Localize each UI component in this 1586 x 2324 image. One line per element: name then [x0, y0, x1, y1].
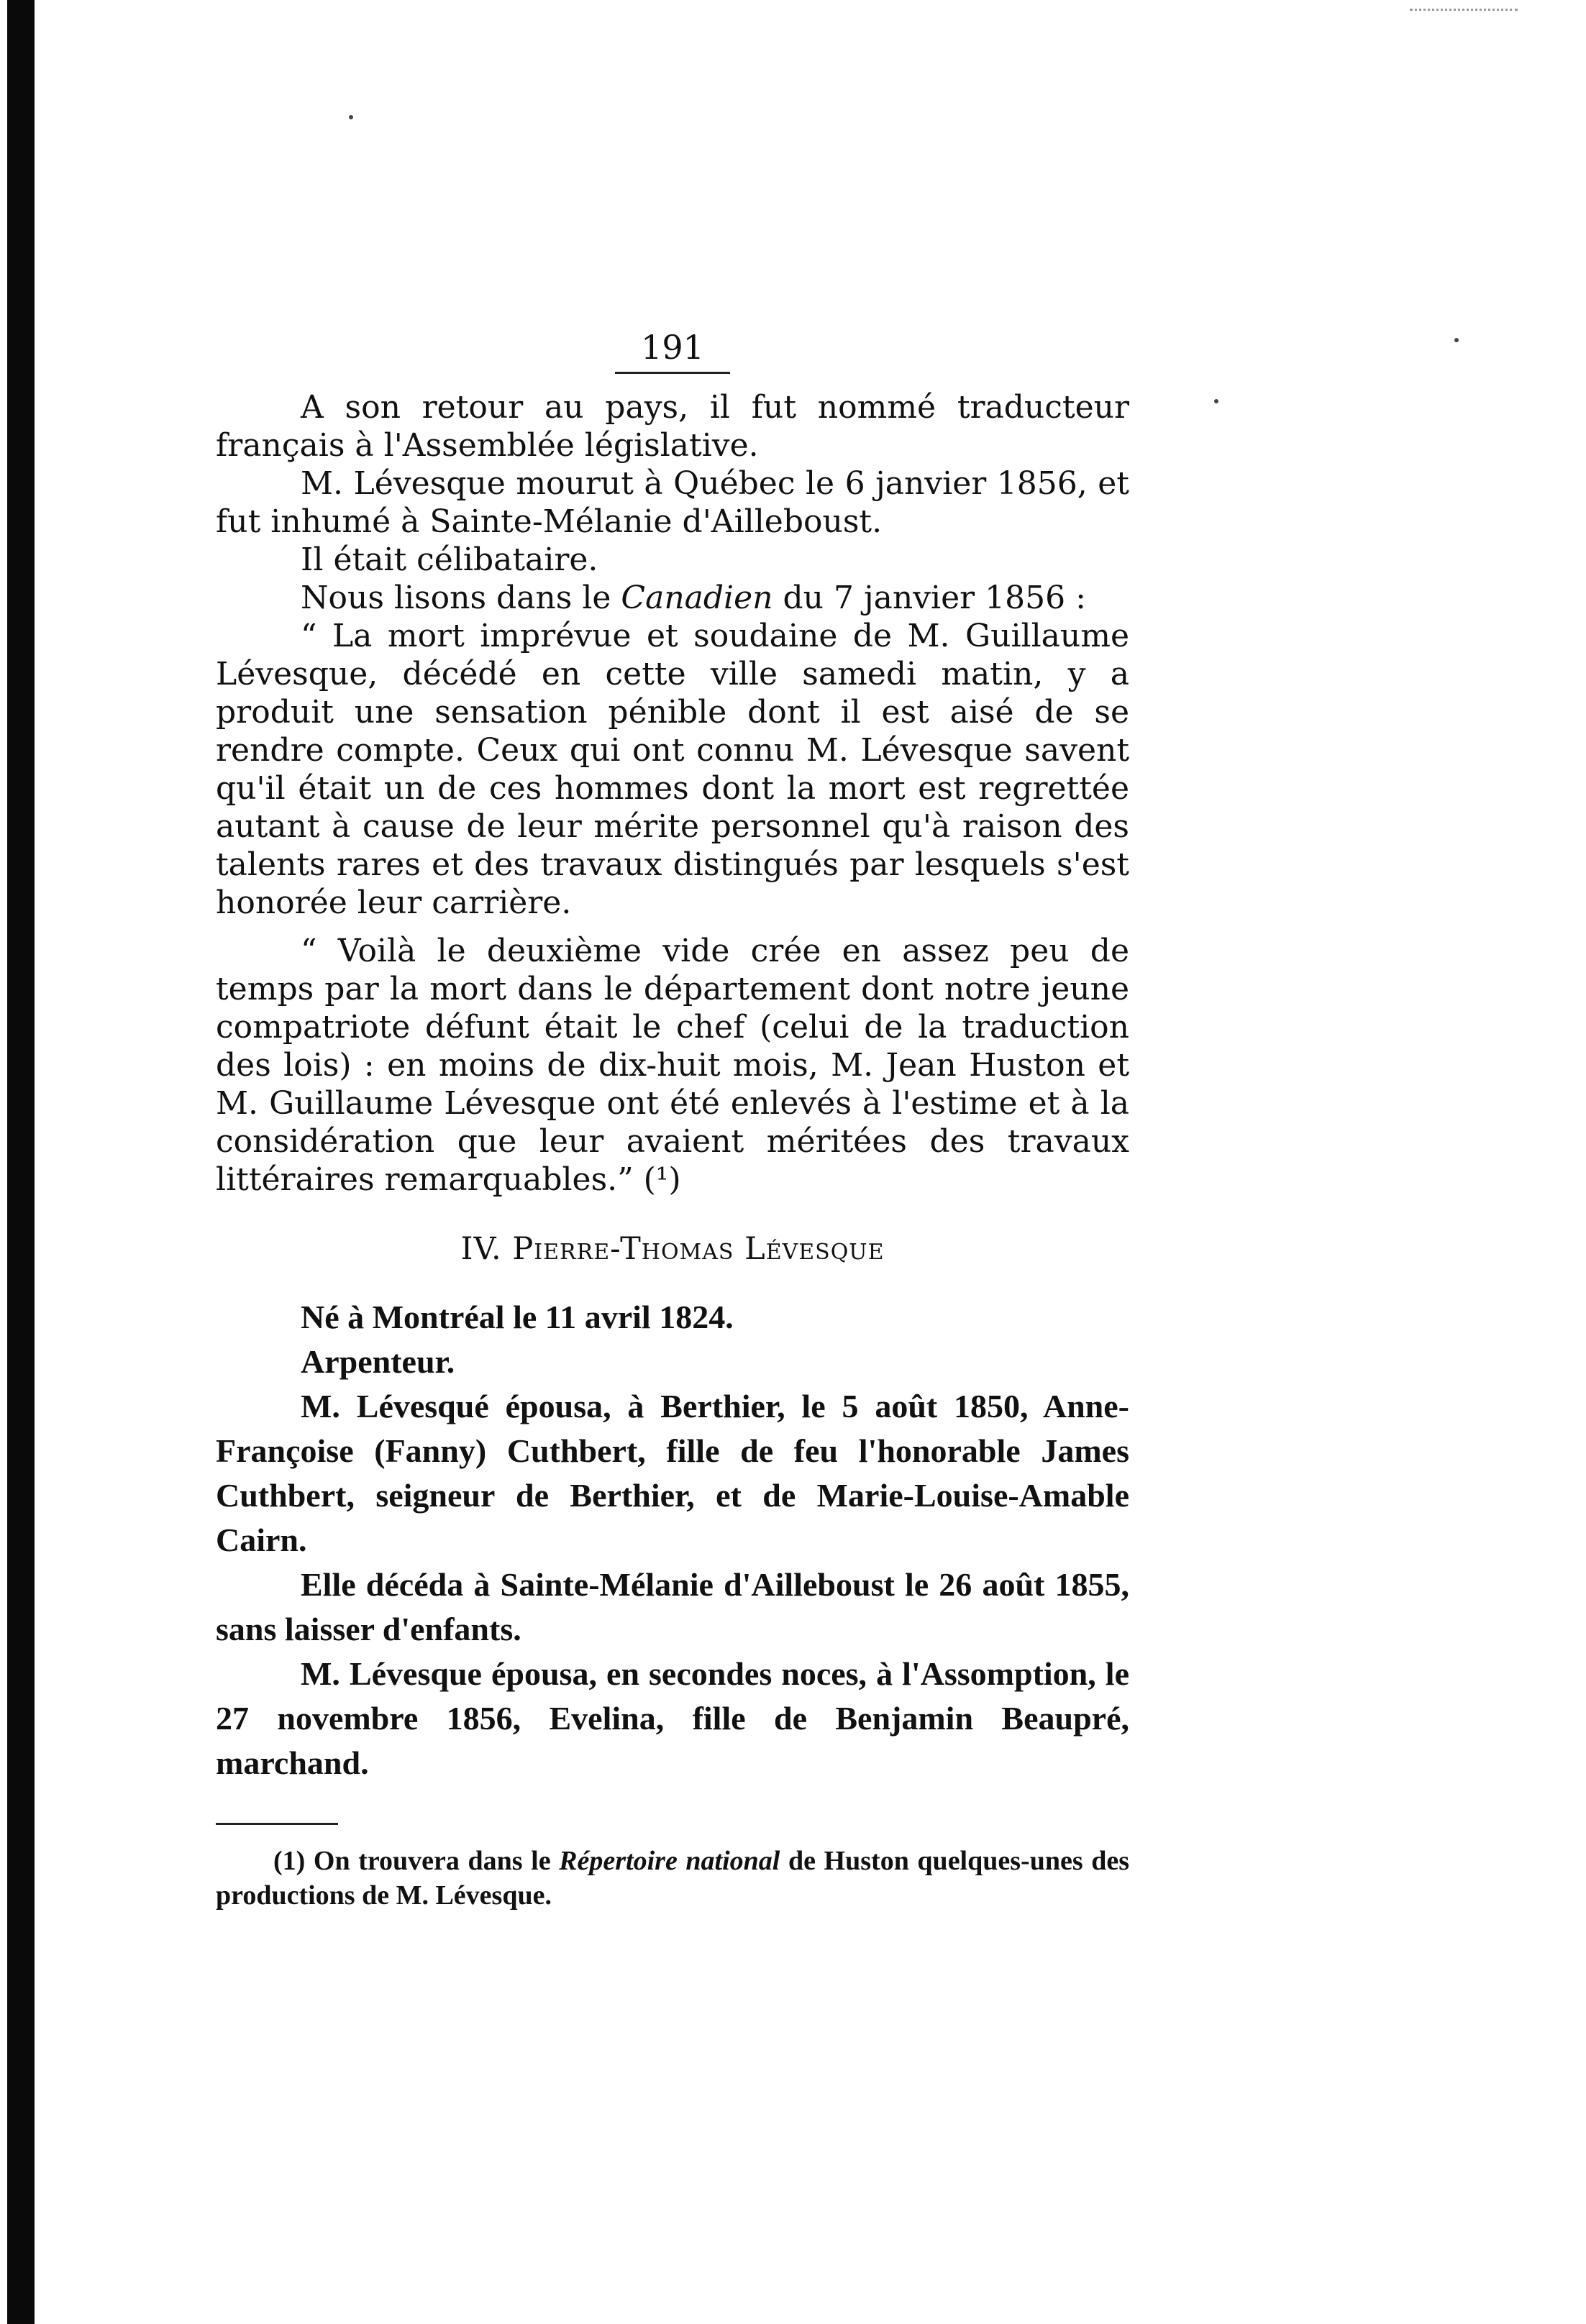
upper-text-block — [216, 388, 1129, 1199]
paragraph: A son retour au pays, il fut nommé traducteur français à l'Assemblée législative. — [216, 389, 1129, 464]
paragraph: M. Lévesque mourut à Québec le 6 janvier 1856, et fut inhumé à Sainte-Mélanie d'Ailleboust. — [216, 465, 1129, 540]
paragraph: Elle décéda à Sainte-Mélanie d'Ailleboust le 26 août 1855, sans laisser d'enfants. — [216, 1566, 1129, 1647]
page-number-rule — [615, 372, 730, 374]
footnote: (1) On trouvera dans le Répertoire national de Huston quelques-unes des productions de M. Lévesque. — [216, 1846, 1129, 1911]
lower-text-block — [216, 1295, 1129, 1785]
paragraph: Nous lisons dans le Canadien du 7 janvier 1856 : — [301, 580, 1086, 616]
scan-speck — [349, 115, 353, 119]
footnote-rule — [216, 1823, 338, 1825]
paragraph: M. Lévesque épousa, en secondes noces, à l'Assomption, le 27 novembre 1856, Evelina, fille de Benjamin Beaupré, marchand. — [216, 1655, 1129, 1781]
quote-paragraph: “ La mort imprévue et soudaine de M. Guillaume Lévesque, décédé en cette ville samedi matin, y a produit une sensation pénible dont il est aisé de se rendre compte. Ceux qui ont connu M. Lévesque savent qu'il était un de ces hommes dont la mort est regrettée autant à cause de leur mérite personnel qu'à raison des talents rares et des travaux distingués par lesquels s'est honorée leur carrière. — [216, 618, 1129, 921]
quote-paragraph: “ Voilà le deuxième vide crée en assez peu de temps par la mort dans le département dont notre jeune compatriote défunt était le chef (celui de la traduction des lois) : en moins de dix-huit mois, M. Jean Huston et M. Guillaume Lévesque ont été enlevés à l'estime et à la considération que leur avaient méritées des travaux littéraires remarquables.” (¹) — [216, 933, 1129, 1198]
scan-edge-bar — [7, 0, 35, 2324]
scan-top-mark — [1410, 9, 1518, 13]
paragraph: Arpenteur. — [301, 1343, 455, 1380]
footnote-book-title: Répertoire national — [559, 1846, 780, 1876]
newspaper-title: Canadien — [621, 580, 773, 616]
scan-speck — [1214, 399, 1218, 403]
page-number: 191 — [641, 328, 704, 367]
paragraph: Il était célibataire. — [301, 541, 598, 578]
scan-speck — [1454, 338, 1459, 342]
paragraph: M. Lévesqué épousa, à Berthier, le 5 août 1850, Anne-Françoise (Fanny) Cuthbert, fille de feu l'honorable James Cuthbert, seigneur de Berthier, et de Marie-Louise-Amable Cairn. — [216, 1388, 1129, 1558]
book-page — [216, 327, 1129, 1913]
section-heading: IV. Pierre-Thomas Lévesque — [460, 1231, 885, 1267]
paragraph: Né à Montréal le 11 avril 1824. — [301, 1299, 734, 1335]
